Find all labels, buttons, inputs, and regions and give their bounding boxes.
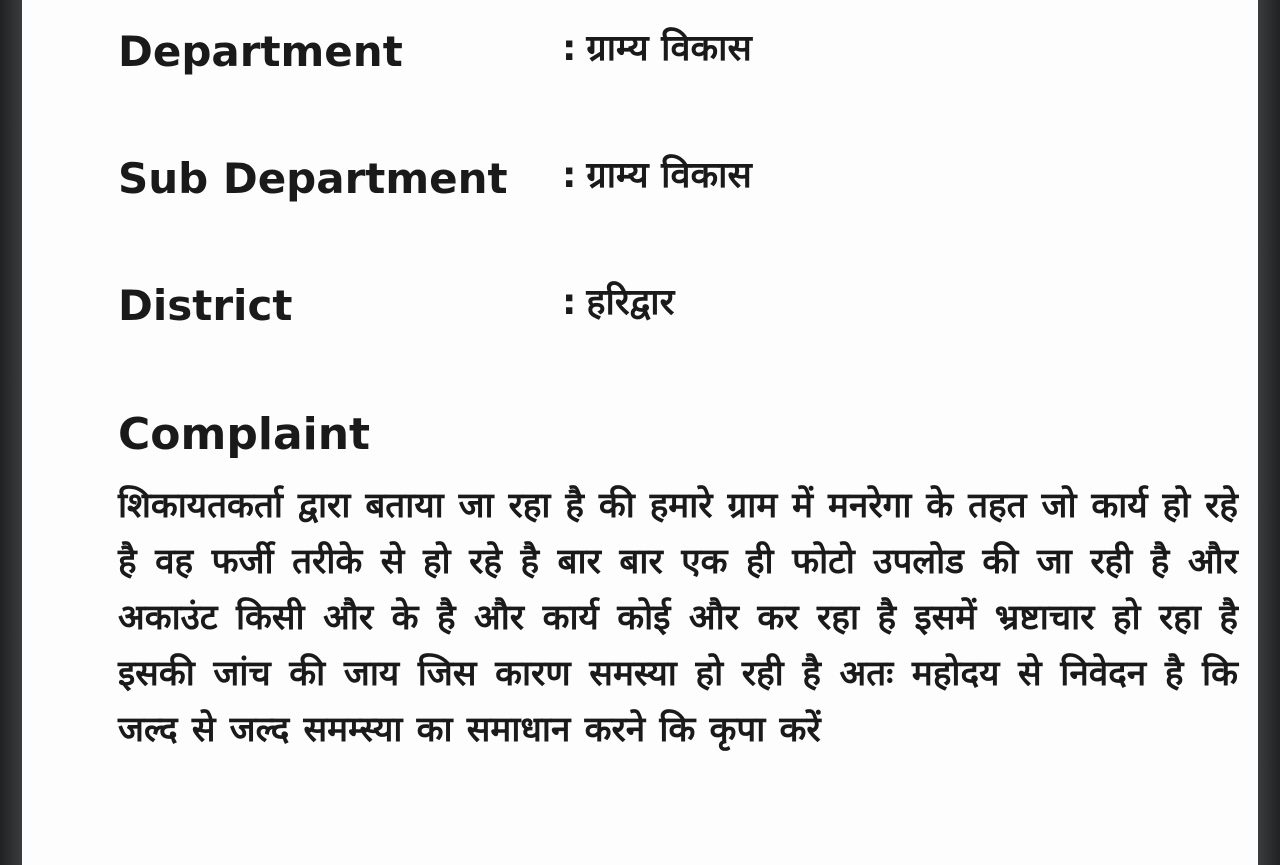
complaint-text: शिकायतकर्ता द्वारा बताया जा रहा है की हमारे ग्राम में मनरेगा के तहत जो कार्य हो रहे है वह फर्जी तरीके से हो रहे है बार बार एक ही फोटो उपलोड की जा रही है और अकाउंट किसी और के है और कार्य कोई और कर रहा है इसमें भ्रष्टाचार हो रहा है इसकी जांच की जाय जिस कारण समस्या हो रही है अतः महोदय से निवेदन है कि जल्द से जल्द समम्स्या का समाधान करने कि कृपा करें: [118, 486, 1238, 750]
district-value-text: हरिद्वार: [586, 282, 675, 323]
separator: :: [562, 155, 577, 196]
department-value-text: ग्राम्य विकास: [586, 28, 752, 69]
district-label: District: [118, 281, 293, 330]
department-value: [562, 28, 752, 69]
left-frame-edge: [0, 0, 22, 865]
complaint-label: Complaint: [118, 409, 371, 460]
department-label: Department: [118, 27, 403, 76]
sub-department-value: [562, 155, 752, 196]
separator: :: [562, 282, 577, 323]
district-value: [562, 282, 675, 323]
document-page: [22, 0, 1258, 865]
sub-department-label: Sub Department: [118, 154, 508, 203]
sub-department-value-text: ग्राम्य विकास: [586, 155, 752, 196]
separator: :: [562, 28, 577, 69]
right-frame-edge: [1258, 0, 1280, 865]
